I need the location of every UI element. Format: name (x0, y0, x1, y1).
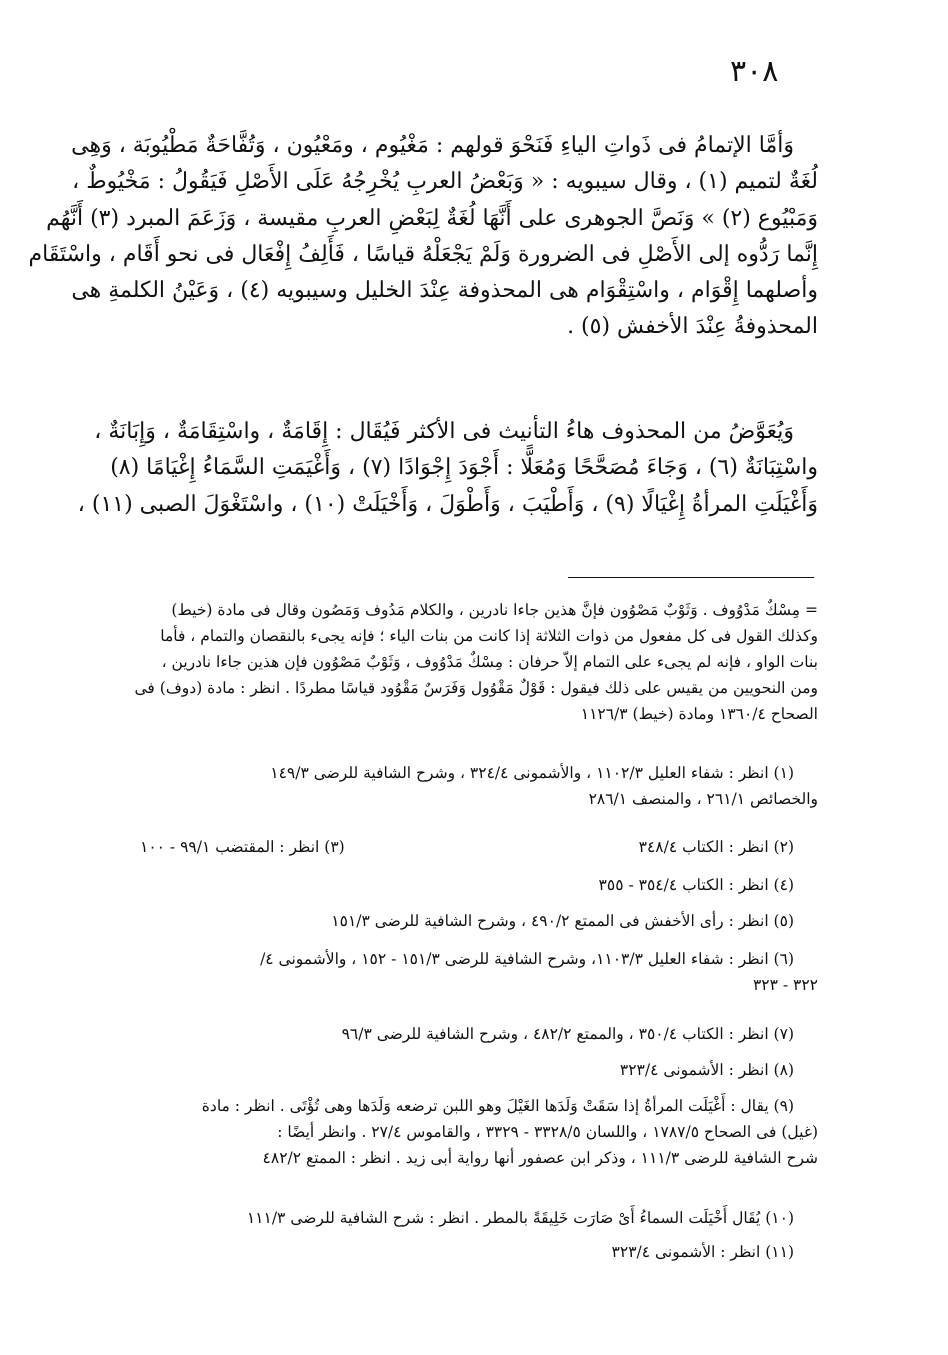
paragraph-1 (28, 128, 818, 346)
footnote-line: والخصائص ٢٦١/١ ، والمنصف ٢٨٦/١ (588, 790, 818, 808)
page-number: ٣٠٨ (730, 54, 779, 89)
text-line: وَأمَّا الإتمامُ فى ذَواتِ الياءِ فَنَحْوَ قولهم : مَغْيُوم ، ومَعْيُون ، وَتُفَّاحَةٌ مَطْيُوبَة ، وَهِى (71, 133, 794, 158)
footnote-6 (100, 946, 818, 998)
footnote-line: (غيل) فى الصحاح ١٧٨٧/٥ ، واللسان ٣٣٢٨/٥ - ٣٣٢٩ ، والقاموس ٢٧/٤ . وانظر أيضًا : (277, 1123, 818, 1141)
footnotes-2-3 (100, 834, 818, 860)
footnote-line: ٣٢٢ - ٣٢٣ (752, 976, 818, 994)
footnote-8 (100, 1057, 818, 1083)
text-line: إِنَّما رَدُّوه إلى الأَصْلِ فى الضرورة وَلَمْ يَجْعَلْهُ قياسًا ، فَأَلِفُ إِفْعَال فى نحو أَقَام ، واسْتَقَام (28, 241, 818, 267)
text-line: وَيُعَوَّضُ من المحذوف هاءُ التأنيث فى الأكثر فَيُقَال : إِقَامَةٌ ، واسْتِقَامَةٌ ، وَإِبَانَةٌ ، (94, 419, 794, 444)
footnote-continuation (100, 597, 818, 727)
footnote-line: (٤) انظر : الكتاب ٣٥٤/٤ - ٣٥٥ (598, 876, 794, 894)
footnote-3: (٣) انظر : المقتضب ٩٩/١ - ١٠٠ (140, 838, 345, 856)
footnote-5 (100, 908, 818, 934)
footnote-line: بنات الواو ، فإنه لم يجىء على التمام إلاّ حرفان : مِسْكٌ مَدْوُوف ، وَثَوْبٌ مَصْوُون فإن هذين جاءا نادرين ، (161, 653, 818, 671)
footnote-line: (١٠) يُقَال أَخْيَلَت السماءُ أَىْ صَارَت خَلِيقَةً بالمطر . انظر : شرح الشافية للرضى ١١١/٣ (246, 1209, 794, 1227)
footnote-7 (100, 1021, 818, 1047)
footnote-10 (100, 1205, 818, 1231)
footnote-1 (100, 760, 818, 812)
footnote-line: (٥) انظر : رأى الأخفش فى الممتع ٤٩٠/٢ ، وشرح الشافية للرضى ١٥١/٣ (331, 912, 794, 930)
footnote-line: ومن النحويين من يقيس على ذلك فيقول : قَوْلٌ مَقْوُول وَفَرَسٌ مَقْوُود قياسًا مطردًا . انظر : مادة (دوف) فى (134, 679, 818, 697)
text-line: لُغَةٌ لتميم (١) ، وقال سيبويه : « وَبَعْضُ العربِ يُخْرِجُهُ عَلَى الأَصْلِ فَيَقُولُ : مَخْيُوطٌ ، (72, 169, 818, 195)
footnote-line: (٦) انظر : شفاء العليل ١١٠٣/٣، وشرح الشافية للرضى ١٥١/٣ - ١٥٢ ، والأشمونى ٤/ (260, 950, 794, 968)
footnote-line: (٨) انظر : الأشمونى ٣٢٣/٤ (619, 1061, 794, 1079)
text-line: وأصلهما إِقْوَام ، واسْتِقْوَام هى المحذوفة عِنْدَ الخليل وسيبويه (٤) ، وَعَيْنُ الكلمةِ هى (71, 278, 818, 304)
footnote-line: الصحاح ١٣٦٠/٤ ومادة (خيط) ١١٢٦/٣ (580, 705, 818, 723)
footnote-line: (٩) يقال : أَغْيَلَت المرأةُ إذا سَقَتْ وَلَدَها الغَيْلَ وهو اللبن ترضعه وَلَدَها وهى تُؤْتَى . انظر : مادة (201, 1097, 794, 1115)
footnote-4 (100, 872, 818, 898)
footnote-separator (568, 577, 814, 578)
footnote-line: (١١) انظر : الأشمونى ٣٢٣/٤ (611, 1243, 794, 1261)
paragraph-2 (77, 414, 818, 523)
footnote-11 (100, 1239, 818, 1265)
text-line: وَأَغْيَلَتِ المرأةُ إِغْيَالًا (٩) ، وَأَطْيَبَ ، وَأَطْوَلَ ، وَأَخْيَلَتْ (١٠) ، واسْتَغْوَلَ الصبى (١١) ، (77, 491, 818, 517)
footnote-line: وكذلك القول فى كل مفعول من ذوات الثلاثة إذا كانت من بنات الياء ؛ فإنه يجىء بالنقصان والتمام ، فأما (160, 627, 818, 645)
footnote-line: (١) انظر : شفاء العليل ١١٠٢/٣ ، والأشمونى ٣٢٤/٤ ، وشرح الشافية للرضى ١٤٩/٣ (270, 764, 794, 782)
footnote-9 (100, 1093, 818, 1171)
text-line: وَمَبْيُوع (٢) » وَنَصَّ الجوهرى على أَنَّهَا لُغَةٌ لِبَعْضِ العربِ مقيسة ، وَزَعَمَ المبرد (٣) أَنَّهُم (46, 205, 818, 231)
footnote-2: (٢) انظر : الكتاب ٣٤٨/٤ (638, 838, 794, 856)
footnote-line: (٧) انظر : الكتاب ٣٥٠/٤ ، والممتع ٤٨٢/٢ ، وشرح الشافية للرضى ٩٦/٣ (341, 1025, 794, 1043)
footnote-line: = مِسْكٌ مَدْوُوف . وَثَوْبٌ مَصْوُون فإنَّ هذين جاءا نادرين ، والكلام مَدُوف وَمَصُون وقال فى مادة (خيط) (171, 601, 818, 619)
text-line: المحذوفةُ عِنْدَ الأخفش (٥) . (567, 314, 818, 340)
text-line: واسْتِبَانَةٌ (٦) ، وَجَاءَ مُصَحَّحًا وَمُعَلًّا : أَجْوَدَ إِجْوَادًا (٧) ، وَأَغْيَمَتِ السَّمَاءُ إِغْيَامًا (٨) (110, 455, 818, 481)
footnote-line: شرح الشافية للرضى ١١١/٣ ، وذكر ابن عصفور أنها رواية أبى زيد . انظر : الممتع ٤٨٢/٢ (262, 1149, 818, 1167)
